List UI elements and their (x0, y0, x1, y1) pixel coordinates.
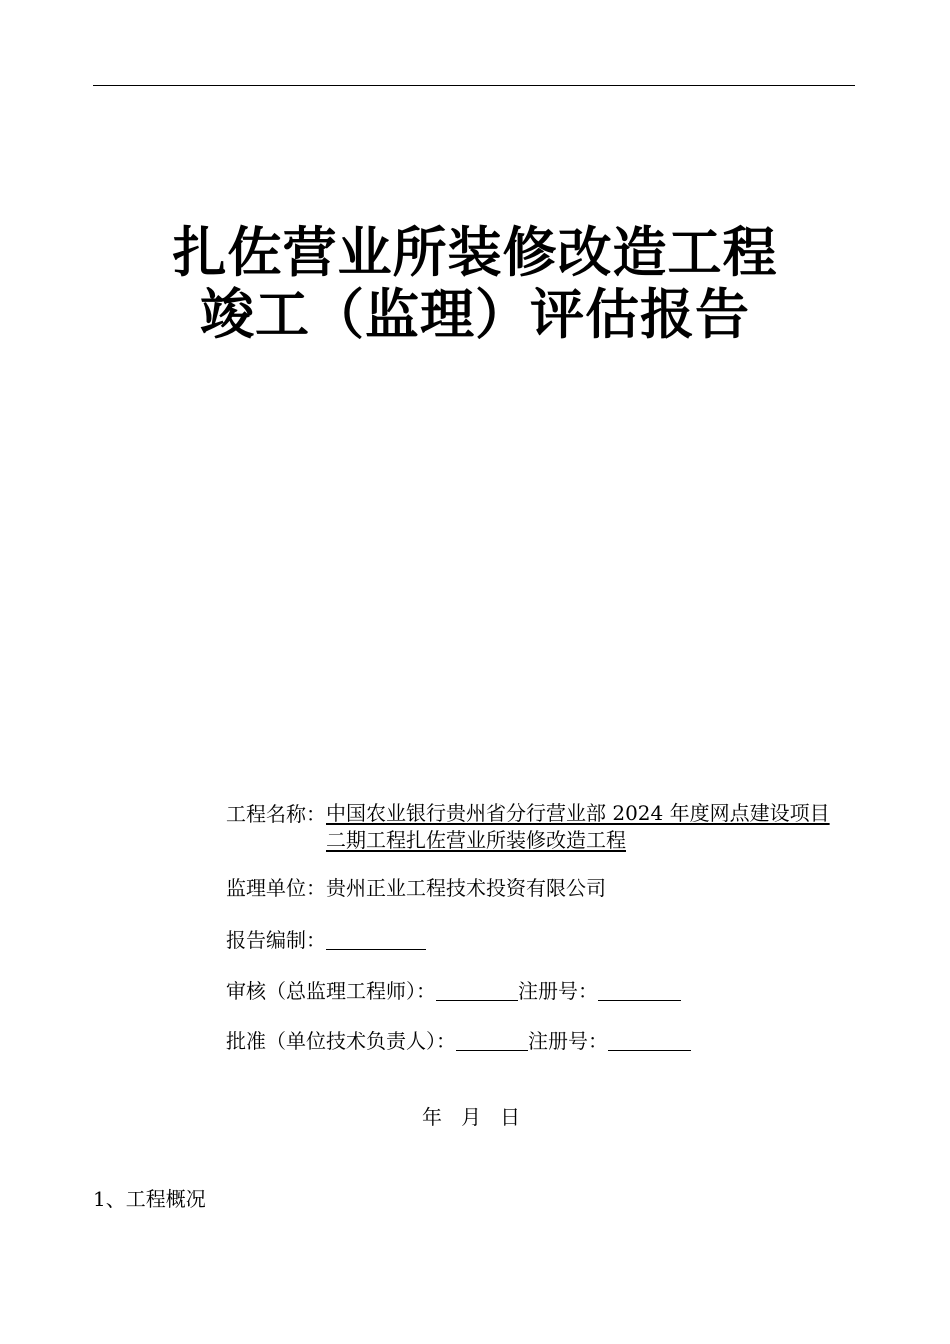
approve-reg-blank (608, 1028, 691, 1051)
project-name-value: 中国农业银行贵州省分行营业部 2024 年度网点建设项目二期工程扎佐营业所装修改造工程 (326, 801, 830, 852)
report-title-line-1: 扎佐营业所装修改造工程 (172, 221, 778, 284)
report-title-line-2: 竣工（监理）评估报告 (200, 283, 750, 346)
header-rule (93, 85, 855, 86)
approve-signature-blank (456, 1028, 528, 1051)
supervision-unit-value: 贵州正业工程技术投资有限公司 (326, 876, 606, 900)
approve-field (226, 1027, 691, 1055)
review-label: 审核（总监理工程师）： (226, 979, 436, 1003)
approve-reg-label: 注册号： (528, 1029, 608, 1053)
section-heading: 1、工程概况 (93, 1187, 206, 1211)
project-name-label: 工程名称： (226, 802, 326, 826)
report-author-field (226, 926, 426, 954)
date-day: 日 (500, 1105, 521, 1129)
date-month: 月 (461, 1105, 482, 1129)
report-author-blank (326, 927, 426, 950)
approve-label: 批准（单位技术负责人）： (226, 1029, 456, 1053)
review-reg-label: 注册号： (518, 979, 598, 1003)
project-name-field (226, 800, 838, 854)
report-author-label: 报告编制： (226, 928, 326, 952)
review-signature-blank (436, 978, 518, 1001)
date-year: 年 (422, 1105, 442, 1129)
review-reg-blank (598, 978, 681, 1001)
date-line (422, 1103, 520, 1131)
supervision-unit-label: 监理单位： (226, 876, 326, 900)
review-field (226, 977, 681, 1005)
supervision-unit-field (226, 874, 606, 902)
